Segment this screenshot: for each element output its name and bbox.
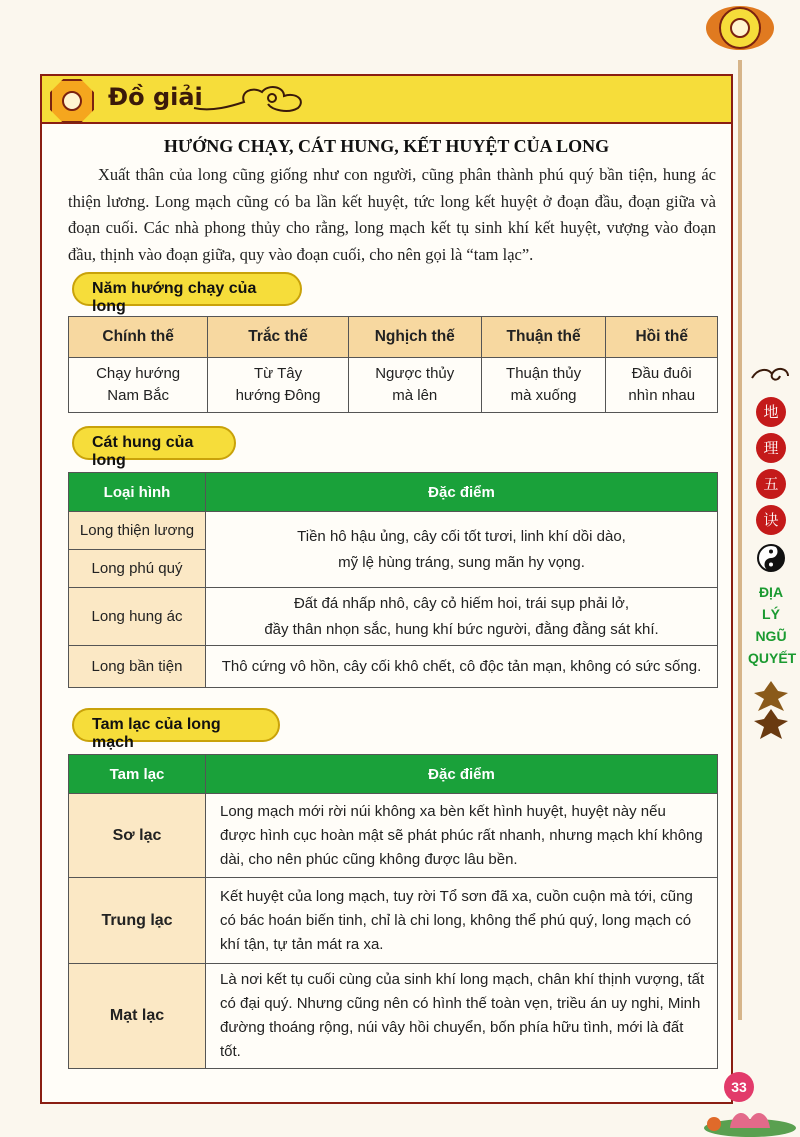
table-row (69, 512, 718, 550)
table-cell: Thô cứng vô hồn, cây cối khô chết, cô độc tản mạn, không có sức sống. (206, 646, 718, 688)
lantern-ornament-icon (748, 677, 794, 747)
table-cell: Long mạch mới rời núi không xa bèn kết hình huyệt, huyệt này nếu được hình cục hoàn mật sẽ phát phúc rất nhanh, nhưng mạch khí không dài, cho nên phúc cũng không được lâu bền. (206, 794, 718, 878)
yin-yang-icon (748, 541, 794, 575)
table-row (69, 964, 718, 1069)
header-cell: Hồi thế (606, 317, 718, 358)
lotus-ornament-icon (700, 1098, 800, 1137)
side-title (748, 360, 797, 740)
header-title: Đồ giải (108, 83, 203, 111)
table-cell: Thuận thủy mà xuống (481, 358, 606, 413)
table-header-row (69, 317, 718, 358)
five-directions-table (68, 316, 718, 413)
header-cell: Chính thế (69, 317, 208, 358)
section-five-directions-title: Năm hướng chạy của long (72, 272, 302, 306)
row-label: Long hung ác (69, 588, 206, 646)
table-cell: Là nơi kết tụ cuối cùng của sinh khí long mạch, chân khí thịnh vượng, tất có đại quý. Nhưng cũng nên có hình thế toàn vẹn, triều án uy nghi, Minh đường thoáng rộng, núi vây hồi chuyển, bốn phía hữu tình, mới là đất tốt. (206, 964, 718, 1069)
three-falls-table (68, 754, 718, 1069)
row-label: Sơ lạc (69, 794, 206, 878)
row-label: Mạt lạc (69, 964, 206, 1069)
header-cell: Trắc thế (208, 317, 349, 358)
table-cell: Ngược thủy mà lên (348, 358, 481, 413)
row-label: Long bần tiện (69, 646, 206, 688)
table-header-row (69, 755, 718, 794)
header-cell: Thuận thế (481, 317, 606, 358)
cloud-ornament-icon (748, 360, 794, 386)
cn-char: 诀 (756, 505, 786, 535)
cloud-ornament-icon (192, 82, 322, 116)
row-label: Long phú quý (69, 550, 206, 588)
table-header-row (69, 473, 718, 512)
cn-char: 理 (756, 433, 786, 463)
table-cell: Kết huyệt của long mạch, tuy rời Tổ sơn đã xa, cuồn cuộn mà tới, cũng có bác hoán biến tinh, chỉ là chi long, không thể phú quý, long mạch có khí tận, tự tản mát ra xa. (206, 878, 718, 964)
header-cell: Nghịch thế (348, 317, 481, 358)
cn-char: 地 (756, 397, 786, 427)
section-three-falls-title: Tam lạc của long mạch (72, 708, 280, 742)
table-row (69, 358, 718, 413)
side-vn-title: ĐỊA LÝ NGŨ QUYẾT (748, 584, 797, 666)
intro-paragraph: Xuất thân của long cũng giống như con người, cũng phân thành phú quý bần tiện, hung ác thiện lương. Long mạch cũng có ba lần kết huyệt, tức long kết huyệt ở đoạn đầu, đoạn giữa và đoạn cuối. Các nhà phong thủy cho rằng, long mạch kết tụ sinh khí kết huyệt, vượng vào đoạn đầu, thịnh vào đoạn giữa, quy vào đoạn cuối, cho nên gọi là “tam lạc”. (68, 165, 716, 264)
page-number: 33 (724, 1072, 754, 1102)
cn-char: 五 (756, 469, 786, 499)
table-cell: Đầu đuôi nhìn nhau (606, 358, 718, 413)
corner-medallion-icon (700, 0, 780, 60)
row-label: Trung lạc (69, 878, 206, 964)
table-cell: Từ Tây hướng Đông (208, 358, 349, 413)
header-cell: Đặc điểm (206, 473, 718, 512)
table-cell: Đất đá nhấp nhô, cây cỏ hiếm hoi, trái sụp phải lở, đầy thân nhọn sắc, hung khí bức người, đằng đằng sát khí. (206, 588, 718, 646)
table-row (69, 878, 718, 964)
section-fortune-title: Cát hung của long (72, 426, 236, 460)
table-cell: Chạy hướng Nam Bắc (69, 358, 208, 413)
table-cell: Tiền hô hậu ủng, cây cối tốt tươi, linh khí dồi dào, mỹ lệ hùng tráng, sung mãn hy vọng. (206, 512, 718, 588)
header-bar (42, 76, 731, 124)
header-cell: Loại hình (69, 473, 206, 512)
right-rule (738, 60, 742, 1020)
table-row (69, 646, 718, 688)
content-frame (40, 74, 733, 1104)
table-row (69, 794, 718, 878)
header-cell: Đặc điểm (206, 755, 718, 794)
bagua-icon (50, 79, 94, 123)
fortune-table (68, 472, 718, 688)
table-row (69, 588, 718, 646)
header-cell: Tam lạc (69, 755, 206, 794)
main-title: HƯỚNG CHẠY, CÁT HUNG, KẾT HUYỆT CỦA LONG (163, 136, 610, 156)
row-label: Long thiện lương (69, 512, 206, 550)
